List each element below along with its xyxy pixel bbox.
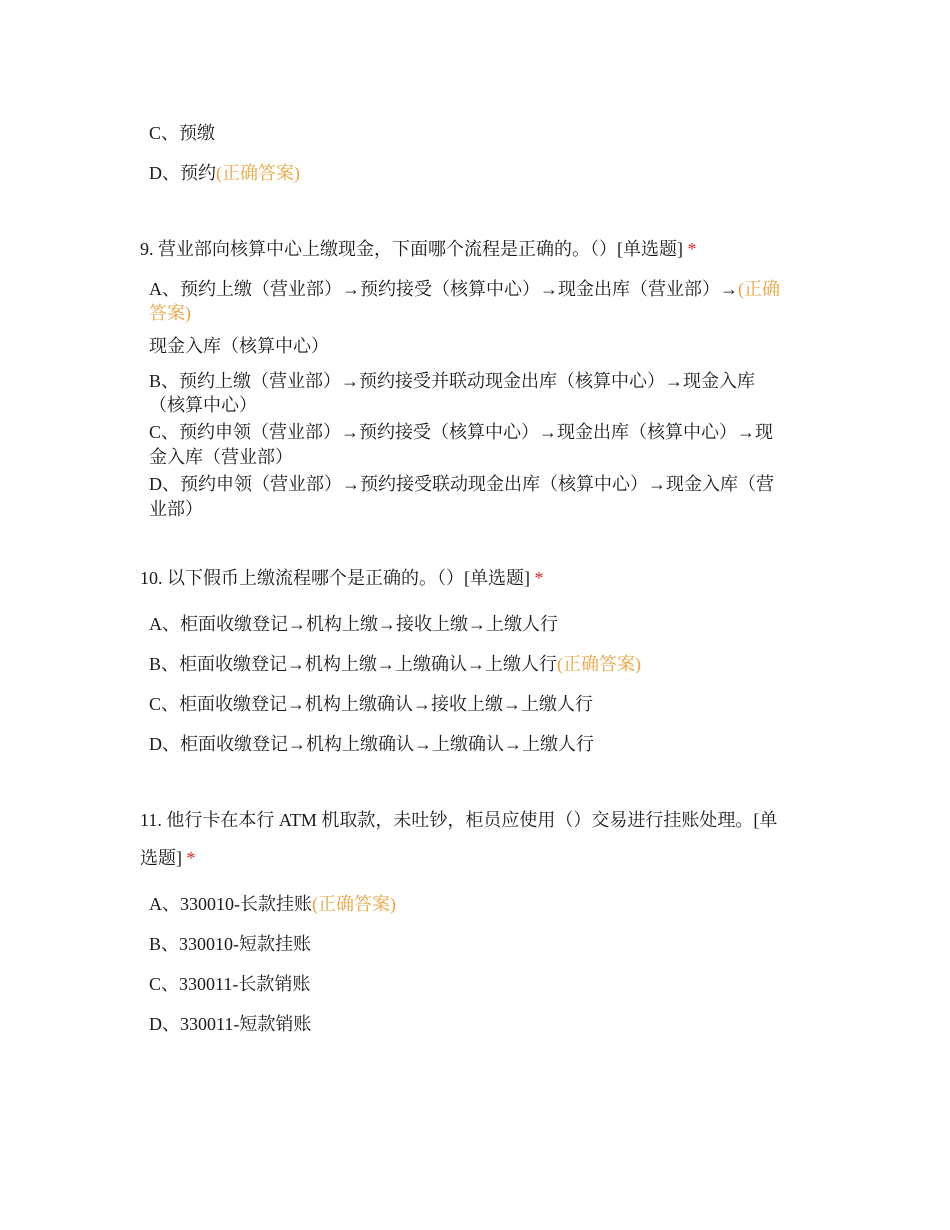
q8-option-c[interactable] (149, 121, 215, 145)
q8-option-d-text: D、预约 (149, 163, 216, 183)
q9-option-d-line2: 业部） (149, 499, 203, 519)
correct-answer-tag: (正确答案) (557, 654, 642, 674)
q10-option-a[interactable] (149, 612, 558, 636)
q9-option-c-wrap (149, 445, 293, 469)
correct-answer-tag-wrap: 答案) (149, 303, 191, 323)
q9-title (140, 237, 697, 261)
q10-option-b[interactable] (149, 652, 641, 676)
q9-option-d-wrap (149, 497, 203, 521)
correct-answer-tag: (正确 (738, 279, 780, 299)
q9-option-c[interactable] (149, 420, 773, 444)
correct-answer-tag: (正确答案) (312, 894, 396, 914)
q9-option-b-wrap (149, 393, 257, 417)
q10-option-d[interactable] (149, 732, 594, 756)
required-mark: * (687, 239, 697, 259)
q11-option-b[interactable] (149, 932, 311, 956)
q9-option-b-line1: B、预约上缴（营业部）→预约接受并联动现金出库（核算中心）→现金入库 (149, 371, 756, 391)
q11-option-a[interactable] (149, 892, 396, 916)
q9-option-b[interactable] (149, 369, 755, 393)
q9-option-a-continuation (149, 334, 329, 358)
q11-title (140, 808, 777, 832)
q11-option-a-text: A、330010-长款挂账 (149, 894, 312, 914)
q10-option-c-text: C、柜面收缴登记→机构上缴确认→接收上缴→上缴人行 (149, 694, 594, 714)
q11-option-d-text: D、330011-短款销账 (149, 1014, 312, 1034)
q9-option-b-line2: （核算中心） (149, 395, 257, 415)
q11-option-c-text: C、330011-长款销账 (149, 974, 311, 994)
q10-option-d-text: D、柜面收缴登记→机构上缴确认→上缴确认→上缴人行 (149, 734, 594, 754)
q10-option-a-text: A、柜面收缴登记→机构上缴→接收上缴→上缴人行 (149, 614, 558, 634)
q11-option-d[interactable] (149, 1012, 311, 1036)
q9-option-a-wrap (149, 301, 191, 325)
q11-title-line2: 选题] (140, 848, 182, 868)
q9-option-d-line1: D、预约申领（营业部）→预约接受联动现金出库（核算中心）→现金入库（营 (149, 474, 774, 494)
q9-option-c-line1: C、预约申领（营业部）→预约接受（核算中心）→现金出库（核算中心）→现 (149, 422, 774, 442)
q9-option-a-line1: A、预约上缴（营业部）→预约接受（核算中心）→现金出库（营业部）→ (149, 279, 738, 299)
q11-title-wrap (140, 846, 196, 870)
q9-title-text: 9. 营业部向核算中心上缴现金，下面哪个流程是正确的。（）[单选题] (140, 239, 683, 259)
q11-option-b-text: B、330010-短款挂账 (149, 934, 311, 954)
correct-answer-tag: (正确答案) (216, 163, 300, 183)
q10-title (140, 566, 544, 590)
q9-option-c-line2: 金入库（营业部） (149, 447, 293, 467)
q10-title-text: 10. 以下假币上缴流程哪个是正确的。（）[单选题] (140, 568, 530, 588)
q10-option-c[interactable] (149, 692, 593, 716)
q8-option-c-text: C、预缴 (149, 123, 216, 143)
q9-option-d[interactable] (149, 472, 774, 496)
q11-title-line1: 11. 他行卡在本行 ATM 机取款，未吐钞，柜员应使用（）交易进行挂账处理。[单 (140, 810, 778, 830)
required-mark: * (186, 848, 196, 868)
q9-option-a[interactable] (149, 277, 780, 301)
q11-option-c[interactable] (149, 972, 310, 996)
q8-option-d[interactable] (149, 161, 300, 185)
q9-option-a-line3: 现金入库（核算中心） (149, 336, 329, 356)
required-mark: * (534, 568, 544, 588)
q10-option-b-text: B、柜面收缴登记→机构上缴→上缴确认→上缴人行 (149, 654, 558, 674)
